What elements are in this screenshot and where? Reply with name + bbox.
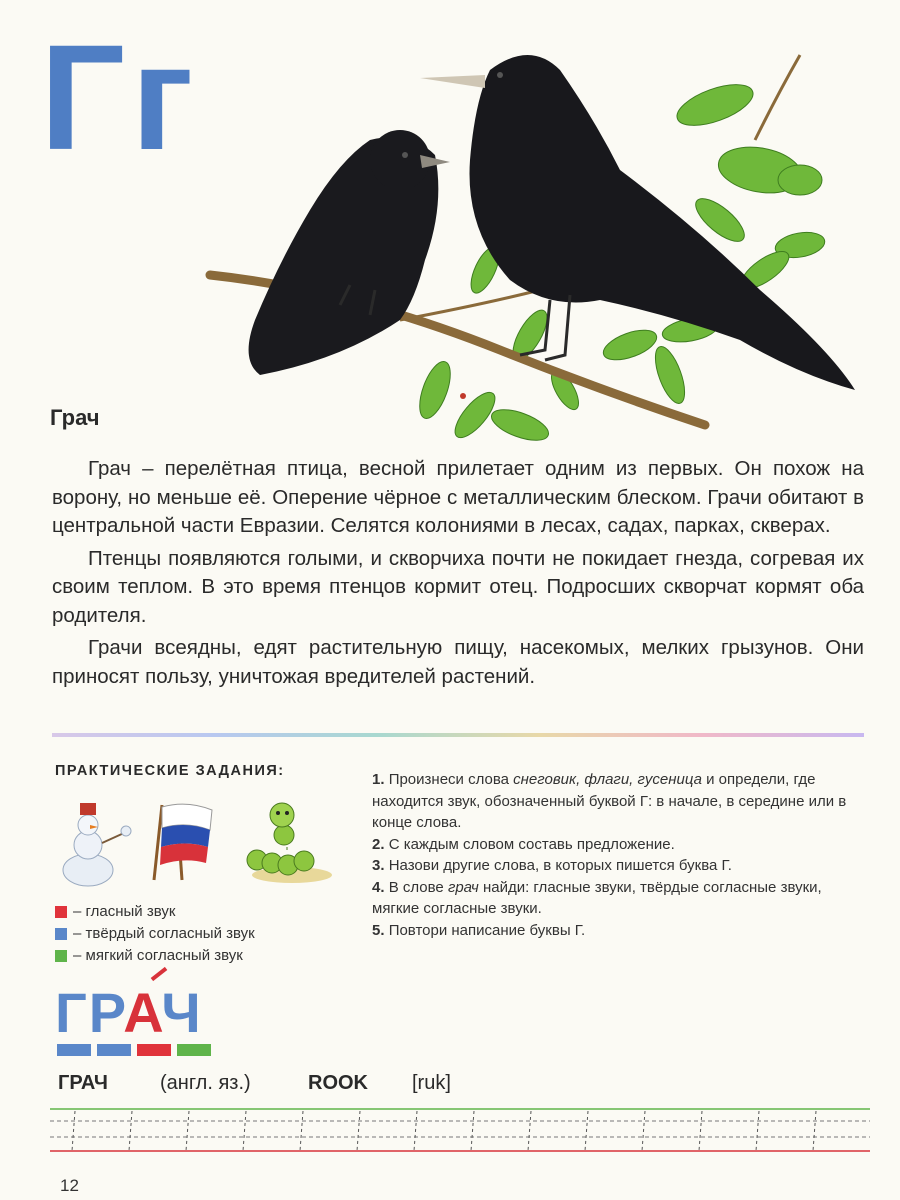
translation-lang: (англ. яз.) (160, 1072, 251, 1094)
legend-soft-consonant (55, 947, 243, 964)
word-letters (55, 981, 203, 1044)
task-item: 2. С каждым словом составь предложение. (372, 835, 675, 853)
word-letter: Ч (161, 981, 203, 1044)
article-title: Грач (50, 405, 100, 430)
translation-english: ROOK (308, 1072, 368, 1094)
word-letter: Г (55, 981, 89, 1044)
legend-label: – гласный звук (73, 903, 176, 920)
article-paragraph: Грач – перелётная птица, весной прилетает одним из первых. Он похож на ворону, но меньше её. Оперение чёрное с металлическим блеском. Грачи обитают в центральной части Евразии. Селятся колониями в лесах, садах, парках, скверах. (52, 457, 864, 537)
task-item: 1. Произнеси слова снеговик, флаги, гусеница и определи, где находится звук, обозначенный буквой Г: в начале, в середине или в конце слова. (372, 771, 847, 831)
copybook-lines (50, 1107, 870, 1157)
heading-letter: Гг (40, 13, 200, 181)
task-item: 4. В слове грач найди: гласные звуки, твёрдые согласные звуки, мягкие согласные звуки. (372, 878, 822, 917)
translation-row (58, 1072, 858, 1102)
blue-swatch-icon (55, 928, 67, 940)
sound-block (57, 1044, 91, 1056)
article-paragraph: Грачи всеядны, едят растительную пищу, насекомых, мелких грызунов. Они приносят пользу, уничтожая вредителей растений. (52, 636, 864, 688)
legend-vowel (55, 903, 175, 920)
legend-hard-consonant (55, 925, 255, 942)
flags-icon (154, 804, 212, 880)
stress-mark-icon (151, 967, 168, 981)
red-swatch-icon (55, 906, 67, 918)
practice-heading: ПРАКТИЧЕСКИЕ ЗАДАНИЯ: (55, 763, 285, 779)
article-body (52, 455, 864, 695)
legend-label: – твёрдый согласный звук (73, 925, 255, 942)
rooks-illustration (200, 30, 870, 450)
task-item: 3. Назови другие слова, в которых пишется буква Г. (372, 857, 732, 874)
task-list (372, 769, 872, 941)
section-divider (52, 733, 864, 737)
task-item: 5. Повтори написание буквы Г. (372, 921, 586, 939)
word-letter-stressed: А (123, 981, 162, 1044)
sound-scheme (57, 1044, 211, 1056)
legend-label: – мягкий согласный звук (73, 947, 243, 964)
word-letter: Р (88, 981, 124, 1044)
page-number: 12 (60, 1176, 79, 1195)
translation-transcription: [ruk] (412, 1072, 451, 1094)
green-swatch-icon (55, 950, 67, 962)
task-illustrations (52, 795, 342, 890)
translation-word: ГРАЧ (58, 1072, 108, 1094)
sound-block (97, 1044, 131, 1056)
snowman-icon (63, 803, 131, 886)
article-paragraph: Птенцы появляются голыми, и скворчиха почти не покидает гнезда, согревая их своим теплом. В это время птенцов кормит отец. Подросших скворчат кормят оба родителя. (52, 546, 864, 627)
sound-block (177, 1044, 211, 1056)
caterpillar-icon (247, 803, 332, 883)
sound-block (137, 1044, 171, 1056)
